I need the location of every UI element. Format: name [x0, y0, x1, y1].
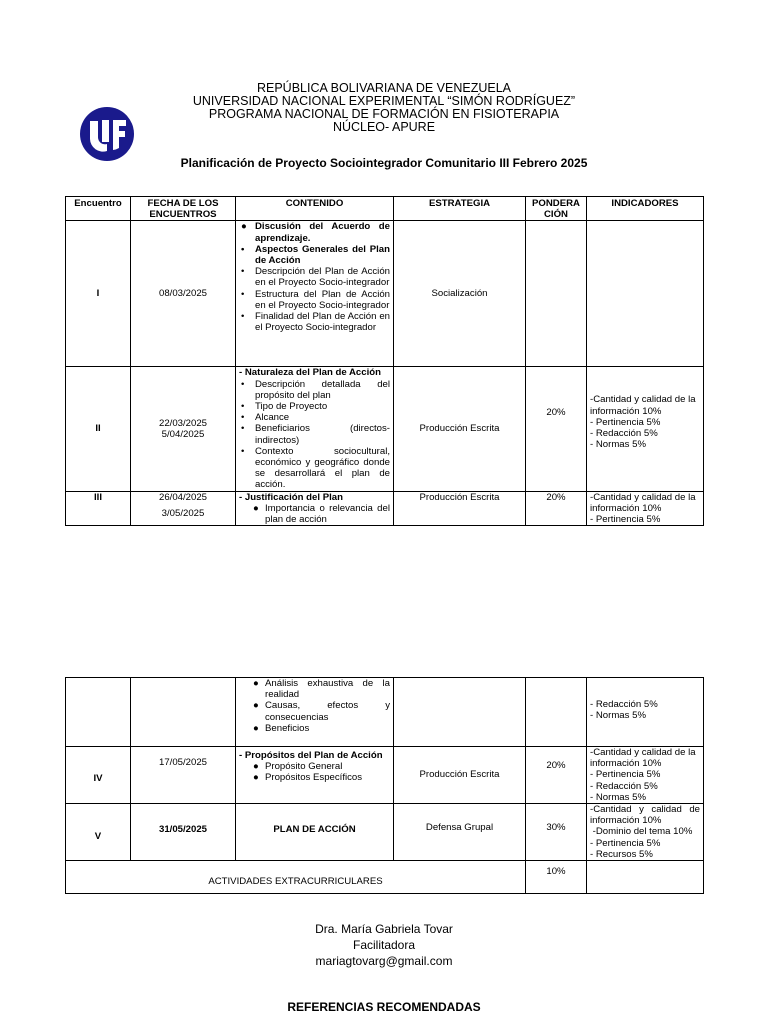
indicator-item: - Recursos 5% [590, 848, 653, 860]
bullet-dot: • [241, 412, 245, 424]
encuentro-cell: V [66, 804, 131, 861]
col-header-ponderacion: PONDERA CIÓN [526, 197, 587, 221]
contenido-cell [236, 678, 394, 747]
content-item: Propósitos Específicos [265, 772, 363, 784]
fecha-cell [131, 367, 236, 491]
col-header-fecha: FECHA DE LOS ENCUENTROS [131, 197, 236, 221]
estrategia-cell: Producción Escrita [394, 747, 526, 804]
fecha-date: 5/04/2025 [161, 429, 205, 441]
bullet-disc: ● [253, 722, 259, 734]
table-row [66, 747, 704, 804]
header-line-nucleus: NÚCLEO- APURE [332, 120, 436, 134]
bullet-dot: • [241, 288, 245, 300]
bullet-dot: • [241, 311, 245, 323]
ponderacion-cell: 30% [526, 804, 587, 861]
col-header-indicadores: INDICADORES [587, 197, 704, 221]
encuentro-cell: I [66, 221, 131, 367]
estrategia-cell: Producción Escrita [394, 491, 526, 526]
content-item: Alcance [255, 412, 290, 424]
content-item: Contexto sociocultural, económico y geográfico donde se desarrollará el plan de acción. [255, 445, 390, 491]
fecha-date: 22/03/2025 [158, 417, 207, 429]
encuentro-cell: II [66, 367, 131, 491]
col-header-encuentro: Encuentro [66, 197, 131, 221]
indicadores-cell [587, 491, 704, 526]
estrategia-cell [394, 678, 526, 747]
estrategia-cell: Socialización [394, 221, 526, 367]
col-header-contenido: CONTENIDO [236, 197, 394, 221]
contenido-cell [236, 367, 394, 491]
bullet-disc: ● [241, 221, 247, 233]
content-heading: - Justificación del Plan [239, 491, 343, 503]
indicator-item: -Cantidad y calidad de la información 10% [590, 394, 696, 417]
fecha-cell: 08/03/2025 [131, 221, 236, 367]
references-heading: REFERENCIAS RECOMENDADAS [287, 1000, 481, 1014]
content-item: Finalidad del Plan de Acción en el Proyecto Socio-integrador [255, 311, 390, 334]
ponderacion-cell: 20% [526, 367, 587, 491]
bullet-disc: ● [253, 761, 259, 773]
planning-table-continued [65, 677, 704, 894]
content-item: Causas, efectos y consecuencias [265, 700, 390, 723]
estrategia-cell: Producción Escrita [394, 367, 526, 491]
bullet-disc: ● [253, 772, 259, 784]
indicator-item: - Normas 5% [590, 710, 646, 722]
content-item: Estructura del Plan de Acción en el Proyecto Socio-integrador [255, 288, 390, 311]
ponderacion-cell [526, 678, 587, 747]
content-item: Discusión del Acuerdo de aprendizaje. [255, 221, 390, 244]
bullet-disc: ● [253, 700, 259, 712]
bullet-dot: • [241, 378, 245, 390]
table-row [66, 221, 704, 367]
encuentro-cell: IV [66, 747, 131, 804]
facilitator-name: Dra. María Gabriela Tovar [315, 922, 453, 936]
bullet-dot: • [241, 445, 245, 457]
table-row [66, 367, 704, 491]
bullet-dot: • [241, 423, 245, 435]
content-item: Importancia o relevancia del plan de acción [265, 502, 390, 526]
indicator-item: -Cantidad y calidad de la información 10% [590, 747, 696, 770]
table-header-row [66, 197, 704, 221]
encuentro-cell [66, 678, 131, 747]
indicadores-cell [587, 804, 704, 861]
activities-cell: ACTIVIDADES EXTRACURRICULARES [66, 861, 526, 894]
content-item: Análisis exhaustiva de la realidad [265, 678, 390, 701]
content-item: Beneficiarios (directos-indirectos) [255, 423, 390, 446]
document-title: Planificación de Proyecto Sociointegrador Comunitario III Febrero 2025 [180, 156, 588, 170]
fecha-date: 3/05/2025 [161, 507, 205, 519]
content-heading: - Propósitos del Plan de Acción [239, 750, 383, 761]
contenido-cell [236, 491, 394, 526]
indicator-item: - Pertinencia 5% [590, 769, 661, 781]
indicator-item: -Cantidad y calidad de la información 10% [590, 491, 696, 514]
indicator-item: - Redacción 5% [590, 699, 658, 710]
content-item: Descripción detallada del propósito del plan [255, 378, 390, 401]
ponderacion-cell: 10% [526, 861, 587, 894]
bullet-disc: ● [253, 502, 259, 514]
content-item: Propósito General [265, 761, 343, 773]
header-line-university: UNIVERSIDAD NACIONAL EXPERIMENTAL “SIMÓN RODRÍGUEZ” [192, 94, 576, 108]
indicadores-cell [587, 861, 704, 894]
indicator-item: - Normas 5% [590, 791, 646, 803]
ponderacion-cell: 20% [526, 747, 587, 804]
fecha-cell [131, 678, 236, 747]
ponderacion-cell: 20% [526, 491, 587, 526]
indicadores-cell [587, 367, 704, 491]
header-line-program: PROGRAMA NACIONAL DE FORMACIÓN EN FISIOTERAPIA [208, 107, 560, 121]
indicator-item: - Redacción 5% [590, 428, 658, 440]
content-heading: - Naturaleza del Plan de Acción [239, 367, 381, 379]
fecha-cell [131, 491, 236, 526]
estrategia-cell: Defensa Grupal [394, 804, 526, 861]
fecha-date: 26/04/2025 [158, 491, 207, 503]
facilitator-role: Facilitadora [352, 938, 416, 952]
indicadores-cell [587, 678, 704, 747]
content-item: Aspectos Generales del Plan de Acción [255, 243, 390, 267]
indicator-item: - Redacción 5% [590, 780, 658, 792]
indicator-item: - Pertinencia 5% [590, 837, 661, 849]
content-item: Descripción del Plan de Acción en el Proyecto Socio-integrador [255, 266, 390, 289]
facilitator-email: mariagtovarg@gmail.com [315, 954, 453, 968]
header-line-republic: REPÚBLICA BOLIVARIANA DE VENEZUELA [256, 81, 512, 95]
table-row [66, 804, 704, 861]
content-item: Tipo de Proyecto [255, 401, 328, 413]
indicator-item: - Normas 5% [590, 439, 646, 451]
indicadores-cell [587, 747, 704, 804]
table-row-activities [66, 861, 704, 894]
indicadores-cell [587, 221, 704, 367]
contenido-cell [236, 747, 394, 804]
contenido-cell [236, 221, 394, 367]
contenido-cell: PLAN DE ACCIÓN [236, 804, 394, 861]
fecha-cell: 31/05/2025 [131, 804, 236, 861]
indicator-item: - Pertinencia 5% [590, 514, 661, 526]
indicator-item: - Pertinencia 5% [590, 416, 661, 428]
encuentro-cell: III [66, 491, 131, 526]
table-row [66, 678, 704, 747]
indicator-item: -Cantidad y calidad de información 10% [590, 804, 700, 827]
table-row [66, 491, 704, 526]
bullet-dot: • [241, 401, 245, 413]
indicator-item: -Dominio del tema 10% [590, 826, 693, 838]
bullet-dot: • [241, 243, 245, 255]
col-header-estrategia: ESTRATEGIA [394, 197, 526, 221]
ponderacion-cell [526, 221, 587, 367]
content-item: Beneficios [265, 722, 310, 734]
planning-table [65, 196, 704, 526]
bullet-dot: • [241, 266, 245, 278]
fecha-cell: 17/05/2025 [131, 747, 236, 804]
bullet-disc: ● [253, 678, 259, 689]
